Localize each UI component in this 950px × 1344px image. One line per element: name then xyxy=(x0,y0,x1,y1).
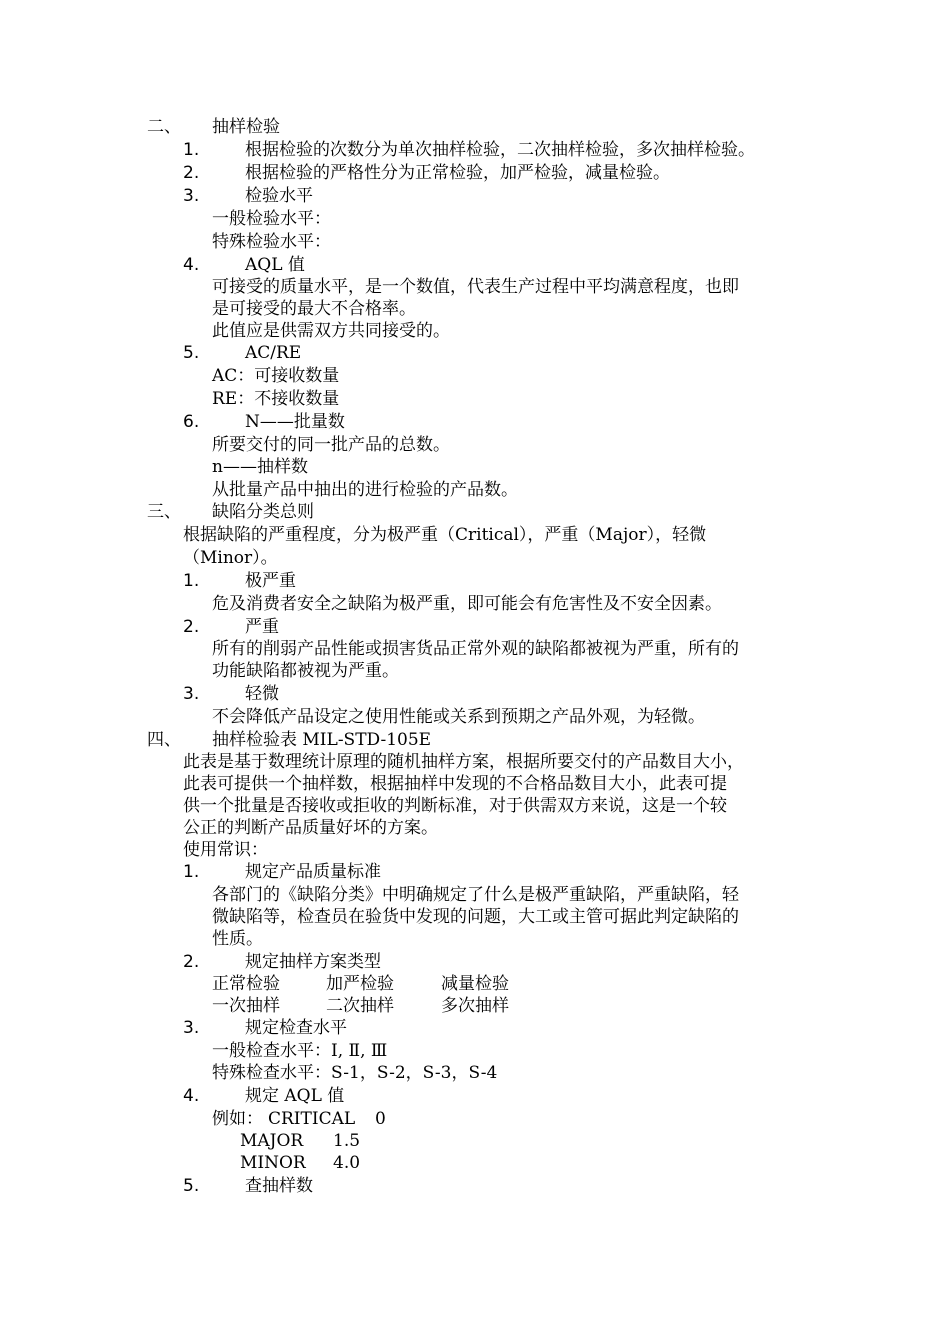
section-intro-line: 此表可提供一个抽样数，根据抽样中发现的不合格品数目大小，此表可提 xyxy=(183,774,727,794)
item-title: 轻微 xyxy=(245,684,279,704)
item-number: 6. xyxy=(183,412,200,432)
section-intro-line: 使用常识： xyxy=(183,840,268,860)
item-number: 2. xyxy=(183,617,200,637)
item-number: 1. xyxy=(183,140,200,160)
item-line: 功能缺陷都被视为严重。 xyxy=(212,661,399,681)
example-label: 例如： xyxy=(212,1109,263,1129)
section-number: 二、 xyxy=(147,117,181,137)
aql-value: 4.0 xyxy=(333,1153,361,1173)
item-title: 检验水平 xyxy=(245,186,313,206)
inspection-type: 正常检验 xyxy=(212,974,280,994)
aql-level: MAJOR xyxy=(240,1131,304,1151)
item-title: 规定抽样方案类型 xyxy=(245,952,381,972)
item-text: 根据检验的严格性分为正常检验，加严检验，减量检验。 xyxy=(245,163,670,183)
aql-value: 0 xyxy=(375,1109,386,1129)
item-line: 是可接受的最大不合格率。 xyxy=(212,299,416,319)
item-text: 根据检验的次数分为单次抽样检验，二次抽样检验，多次抽样检验。 xyxy=(245,140,755,160)
item-title: 规定 AQL 值 xyxy=(245,1086,345,1106)
item-line: 微缺陷等，检查员在验货中发现的问题，大工或主管可据此判定缺陷的 xyxy=(212,907,739,927)
item-line: 此值应是供需双方共同接受的。 xyxy=(212,321,450,341)
item-title: 极严重 xyxy=(245,571,296,591)
item-line: 不会降低产品设定之使用性能或关系到预期之产品外观，为轻微。 xyxy=(212,707,705,727)
item-title: 查抽样数 xyxy=(245,1176,313,1196)
item-line: n——抽样数 xyxy=(212,457,308,477)
item-line: 各部门的《缺陷分类》中明确规定了什么是极严重缺陷，严重缺陷，轻 xyxy=(212,885,739,905)
item-title: 严重 xyxy=(245,617,279,637)
item-title: AC/RE xyxy=(245,343,302,363)
item-number: 3. xyxy=(183,684,200,704)
section-title: 抽样检验表 MIL-STD-105E xyxy=(212,730,432,750)
item-number: 1. xyxy=(183,571,200,591)
item-line: 所要交付的同一批产品的总数。 xyxy=(212,435,450,455)
item-line: 可接受的质量水平，是一个数值，代表生产过程中平均满意程度，也即 xyxy=(212,277,739,297)
section-intro-line: 此表是基于数理统计原理的随机抽样方案，根据所要交付的产品数目大小， xyxy=(183,752,744,772)
item-title: N——批量数 xyxy=(245,412,345,432)
item-number: 4. xyxy=(183,1086,200,1106)
item-line: 一般检验水平： xyxy=(212,209,331,229)
inspection-type: 加严检验 xyxy=(326,974,394,994)
section-intro-line: 根据缺陷的严重程度，分为极严重（Critical），严重（Major），轻微 xyxy=(183,525,707,545)
item-line: 特殊检查水平：S-1，S-2，S-3，S-4 xyxy=(212,1063,498,1083)
item-line: 一般检查水平：Ⅰ, Ⅱ, Ⅲ xyxy=(212,1041,388,1061)
aql-value: 1.5 xyxy=(333,1131,361,1151)
section-intro-line: 公正的判断产品质量好坏的方案。 xyxy=(183,818,438,838)
item-line: 危及消费者安全之缺陷为极严重，即可能会有危害性及不安全因素。 xyxy=(212,594,722,614)
item-number: 5. xyxy=(183,343,200,363)
section-number: 四、 xyxy=(147,730,181,750)
item-line: 从批量产品中抽出的进行检验的产品数。 xyxy=(212,480,518,500)
sampling-type: 多次抽样 xyxy=(441,996,509,1016)
section-title: 抽样检验 xyxy=(212,117,280,137)
item-title: 规定检查水平 xyxy=(245,1018,347,1038)
item-line: RE：不接收数量 xyxy=(212,389,340,409)
item-number: 1. xyxy=(183,862,200,882)
section-number: 三、 xyxy=(147,502,181,522)
item-title: 规定产品质量标准 xyxy=(245,862,381,882)
item-line: 性质。 xyxy=(212,929,263,949)
item-number: 3. xyxy=(183,186,200,206)
section-intro-line: 供一个批量是否接收或拒收的判断标准，对于供需双方来说，这是一个较 xyxy=(183,796,727,816)
section-intro-line: （Minor）。 xyxy=(183,548,278,568)
sampling-type: 一次抽样 xyxy=(212,996,280,1016)
item-number: 2. xyxy=(183,163,200,183)
item-line: AC：可接收数量 xyxy=(212,366,340,386)
item-number: 3. xyxy=(183,1018,200,1038)
item-number: 4. xyxy=(183,255,200,275)
item-title: AQL 值 xyxy=(245,255,305,275)
sampling-type: 二次抽样 xyxy=(326,996,394,1016)
item-number: 5. xyxy=(183,1176,200,1196)
inspection-type: 减量检验 xyxy=(441,974,509,994)
item-line: 特殊检验水平： xyxy=(212,232,331,252)
item-number: 2. xyxy=(183,952,200,972)
section-title: 缺陷分类总则 xyxy=(212,502,314,522)
aql-level: CRITICAL xyxy=(268,1109,356,1129)
aql-level: MINOR xyxy=(240,1153,306,1173)
item-line: 所有的削弱产品性能或损害货品正常外观的缺陷都被视为严重，所有的 xyxy=(212,639,739,659)
